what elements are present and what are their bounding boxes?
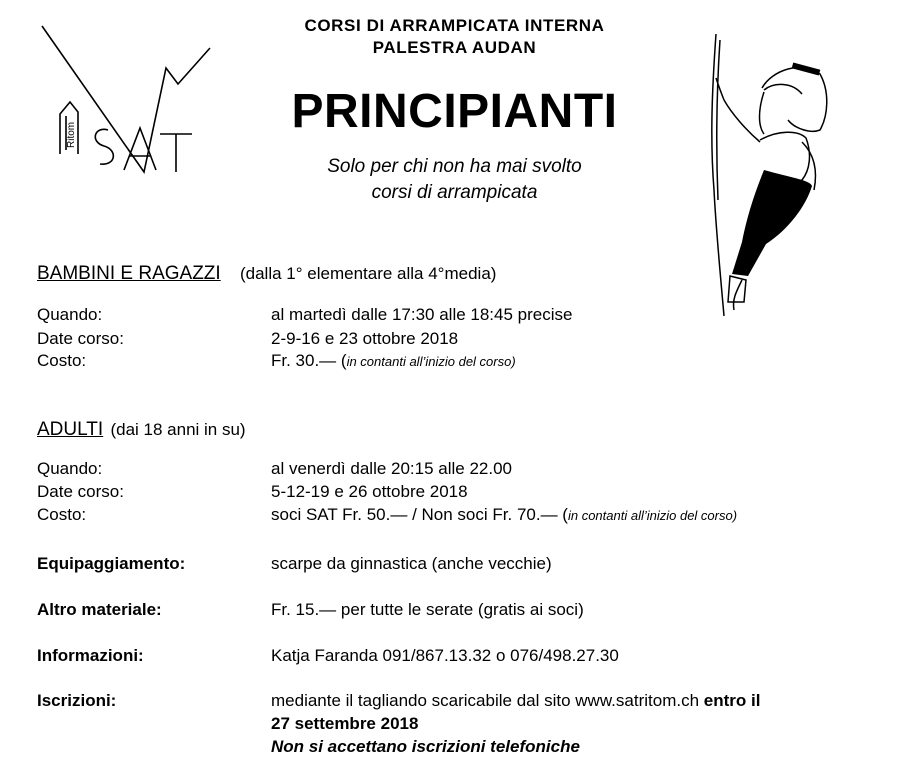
bambini-date-value: 2-9-16 e 23 ottobre 2018 [271,329,459,348]
iscrizioni-deadline-prefix: entro il [699,691,761,710]
bambini-costo [271,351,516,371]
adulti-date-value: 5-12-19 e 26 ottobre 2018 [271,482,468,501]
bambini-costo-note: in contanti all’inizio del corso) [346,354,516,369]
iscrizioni-no-phone: Non si accettano iscrizioni telefoniche [271,737,580,756]
bambini-date-label: Date corso: [37,329,124,348]
bambini-quando-label: Quando: [37,305,103,324]
altro-materiale-label: Altro materiale: [37,600,162,619]
iscrizioni-deadline: 27 settembre 2018 [271,714,419,733]
iscrizioni-label: Iscrizioni: [37,691,117,710]
adulti-costo [271,505,737,525]
equipaggiamento-label: Equipaggiamento: [37,554,186,573]
section-adulti [37,419,246,441]
iscrizioni-text: mediante il tagliando scaricabile dal sito www.satritom.ch [271,691,700,710]
course-title-line2: PALESTRA AUDAN [372,38,537,57]
course-title-line1: CORSI DI ARRAMPICATA INTERNA [304,16,605,35]
adulti-quando-value: al venerdì dalle 20:15 alle 22.00 [271,459,513,478]
adulti-costo-note: in contanti all’inizio del corso) [567,508,738,523]
page-title: PRINCIPIANTI [291,85,618,138]
informazioni-value: Katja Faranda 091/867.13.32 o 076/498.27.30 [271,646,619,665]
adulti-date-label: Date corso: [37,482,124,501]
bambini-note: (dalla 1° elementare alla 4°media) [239,264,497,283]
bambini-heading: BAMBINI E RAGAZZI [37,263,221,284]
climber-illustration [702,30,842,320]
adulti-quando-label: Quando: [37,459,103,478]
altro-materiale-value: Fr. 15.— per tutte le serate (gratis ai soci) [271,600,584,619]
section-bambini-ragazzi [37,263,496,285]
bambini-costo-label: Costo: [37,351,87,370]
iscrizioni-line1 [271,691,760,711]
adulti-note: (dai 18 anni in su) [110,420,246,439]
subtitle-line2: corsi di arrampicata [371,182,538,203]
logo-small-text: Ritom [66,121,77,148]
bambini-costo-value: Fr. 30.— ( [271,351,347,370]
bambini-quando-value: al martedì dalle 17:30 alle 18:45 precise [271,305,573,324]
adulti-heading: ADULTI [37,419,104,440]
informazioni-label: Informazioni: [37,646,144,665]
adulti-costo-label: Costo: [37,505,87,524]
subtitle-line1: Solo per chi non ha mai svolto [327,156,582,177]
adulti-costo-value: soci SAT Fr. 50.— / Non soci Fr. 70.— ( [271,505,568,524]
equipaggiamento-value: scarpe da ginnastica (anche vecchie) [271,554,552,573]
